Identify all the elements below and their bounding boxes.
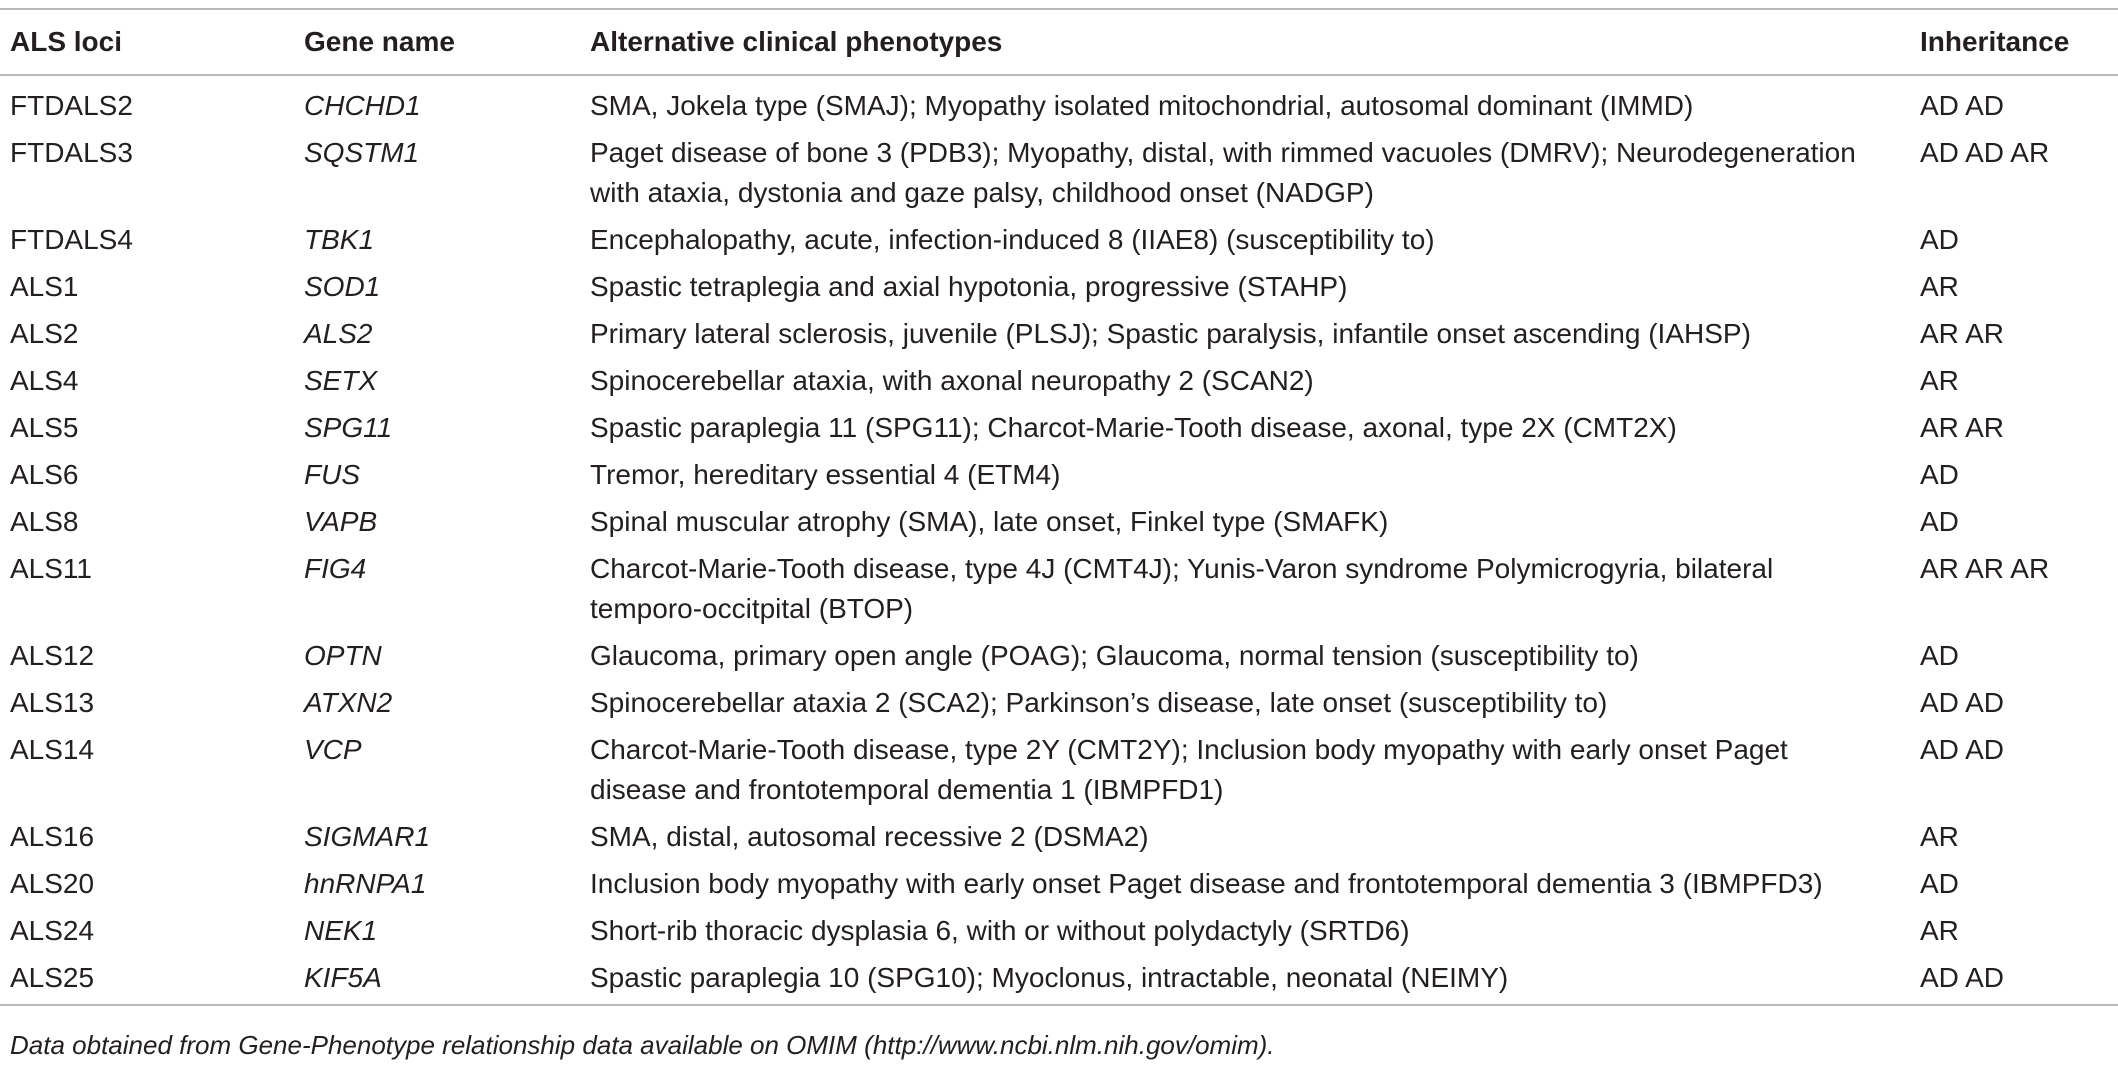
cell-inheritance: AR <box>1920 271 1959 302</box>
cell-phenotypes: Short-rib thoracic dysplasia 6, with or without polydactyly (SRTD6) <box>590 915 1410 946</box>
cell-gene: FIG4 <box>304 553 367 584</box>
table-row <box>0 676 2118 723</box>
als-loci-table <box>0 8 2118 1006</box>
cell-inheritance: AD AD <box>1920 687 2005 718</box>
cell-phenotypes: Paget disease of bone 3 (PDB3); Myopathy, distal, with rimmed vacuoles (DMRV); Neurodegeneration with ataxia, dystonia and gaze palsy, childhood onset (NADGP) <box>590 137 1856 208</box>
cell-gene: VCP <box>304 734 362 765</box>
cell-locus: ALS1 <box>10 271 79 302</box>
cell-inheritance: AD <box>1920 506 1959 537</box>
cell-phenotypes: Charcot-Marie-Tooth disease, type 2Y (CMT2Y); Inclusion body myopathy with early onset Paget disease and frontotemporal dementia 1 (IBMPFD1) <box>590 734 1788 805</box>
cell-locus: ALS20 <box>10 868 95 899</box>
table-row <box>0 495 2118 542</box>
cell-phenotypes: Glaucoma, primary open angle (POAG); Glaucoma, normal tension (susceptibility to) <box>590 640 1639 671</box>
table-row <box>0 213 2118 260</box>
cell-inheritance: AR <box>1920 365 1959 396</box>
cell-locus: FTDALS2 <box>10 90 133 121</box>
table-row <box>0 857 2118 904</box>
cell-phenotypes: SMA, Jokela type (SMAJ); Myopathy isolated mitochondrial, autosomal dominant (IMMD) <box>590 90 1694 121</box>
cell-gene: VAPB <box>304 506 378 537</box>
cell-inheritance: AD <box>1920 868 1959 899</box>
cell-phenotypes: Encephalopathy, acute, infection-induced 8 (IIAE8) (susceptibility to) <box>590 224 1435 255</box>
cell-gene: NEK1 <box>304 915 378 946</box>
cell-locus: ALS5 <box>10 412 79 443</box>
cell-locus: ALS11 <box>10 553 92 584</box>
table-header <box>0 9 2118 75</box>
table-row <box>0 810 2118 857</box>
cell-inheritance: AD <box>1920 459 1959 490</box>
header-als-loci: ALS loci <box>10 26 123 57</box>
table-row <box>0 448 2118 495</box>
cell-gene: SQSTM1 <box>304 137 420 168</box>
table-row <box>0 75 2118 126</box>
cell-inheritance: AD AD <box>1920 962 2005 993</box>
cell-locus: ALS12 <box>10 640 95 671</box>
table-body <box>0 75 2118 1005</box>
cell-inheritance: AR <box>1920 821 1959 852</box>
table-row <box>0 260 2118 307</box>
cell-inheritance: AD AD <box>1920 90 2005 121</box>
header-row <box>0 9 2118 75</box>
cell-gene: hnRNPA1 <box>304 868 427 899</box>
cell-phenotypes: Inclusion body myopathy with early onset Paget disease and frontotemporal dementia 3 (IBMPFD3) <box>590 868 1823 899</box>
table-row <box>0 629 2118 676</box>
header-gene-name: Gene name <box>304 26 455 57</box>
cell-locus: FTDALS4 <box>10 224 133 255</box>
cell-gene: SETX <box>304 365 378 396</box>
cell-inheritance: AR <box>1920 915 1959 946</box>
cell-locus: FTDALS3 <box>10 137 133 168</box>
cell-gene: CHCHD1 <box>304 90 421 121</box>
cell-gene: ALS2 <box>304 318 373 349</box>
cell-gene: TBK1 <box>304 224 375 255</box>
cell-inheritance: AD <box>1920 224 1959 255</box>
cell-inheritance: AR AR <box>1920 412 2005 443</box>
cell-gene: SOD1 <box>304 271 381 302</box>
cell-locus: ALS2 <box>10 318 79 349</box>
cell-gene: KIF5A <box>304 962 382 993</box>
header-phenotypes: Alternative clinical phenotypes <box>590 26 1003 57</box>
table-row <box>0 307 2118 354</box>
cell-locus: ALS14 <box>10 734 95 765</box>
table-row <box>0 354 2118 401</box>
cell-phenotypes: Primary lateral sclerosis, juvenile (PLSJ); Spastic paralysis, infantile onset ascending (IAHSP) <box>590 318 1751 349</box>
cell-phenotypes: Spastic paraplegia 10 (SPG10); Myoclonus, intractable, neonatal (NEIMY) <box>590 962 1509 993</box>
table-row <box>0 126 2118 213</box>
table-footnote: Data obtained from Gene-Phenotype relationship data available on OMIM (http://www.ncbi.nlm.nih.gov/omim). <box>10 1030 1275 1060</box>
cell-inheritance: AD AD AR <box>1920 137 2050 168</box>
cell-phenotypes: Tremor, hereditary essential 4 (ETM4) <box>590 459 1061 490</box>
cell-phenotypes: Spinocerebellar ataxia 2 (SCA2); Parkinson’s disease, late onset (susceptibility to) <box>590 687 1608 718</box>
cell-inheritance: AD AD <box>1920 734 2005 765</box>
cell-phenotypes: Spinocerebellar ataxia, with axonal neuropathy 2 (SCAN2) <box>590 365 1314 396</box>
header-inheritance: Inheritance <box>1920 26 2070 57</box>
cell-locus: ALS6 <box>10 459 79 490</box>
cell-inheritance: AD <box>1920 640 1959 671</box>
cell-phenotypes: SMA, distal, autosomal recessive 2 (DSMA2) <box>590 821 1149 852</box>
cell-locus: ALS16 <box>10 821 95 852</box>
cell-gene: FUS <box>304 459 360 490</box>
cell-phenotypes: Spinal muscular atrophy (SMA), late onset, Finkel type (SMAFK) <box>590 506 1389 537</box>
table-row <box>0 401 2118 448</box>
cell-locus: ALS8 <box>10 506 79 537</box>
cell-gene: ATXN2 <box>304 687 393 718</box>
cell-phenotypes: Spastic paraplegia 11 (SPG11); Charcot-Marie-Tooth disease, axonal, type 2X (CMT2X) <box>590 412 1677 443</box>
cell-inheritance: AR AR <box>1920 318 2005 349</box>
cell-gene: OPTN <box>304 640 382 671</box>
table-row <box>0 951 2118 1005</box>
cell-locus: ALS4 <box>10 365 79 396</box>
table-row <box>0 904 2118 951</box>
cell-phenotypes: Charcot-Marie-Tooth disease, type 4J (CMT4J); Yunis-Varon syndrome Polymicrogyria, bilateral temporo-occitpital (BTOP) <box>590 553 1774 624</box>
cell-locus: ALS24 <box>10 915 95 946</box>
table-row <box>0 542 2118 629</box>
cell-gene: SPG11 <box>304 412 393 443</box>
cell-gene: SIGMAR1 <box>304 821 431 852</box>
cell-inheritance: AR AR AR <box>1920 553 2050 584</box>
cell-phenotypes: Spastic tetraplegia and axial hypotonia, progressive (STAHP) <box>590 271 1348 302</box>
cell-locus: ALS25 <box>10 962 95 993</box>
cell-locus: ALS13 <box>10 687 95 718</box>
table-row <box>0 723 2118 810</box>
